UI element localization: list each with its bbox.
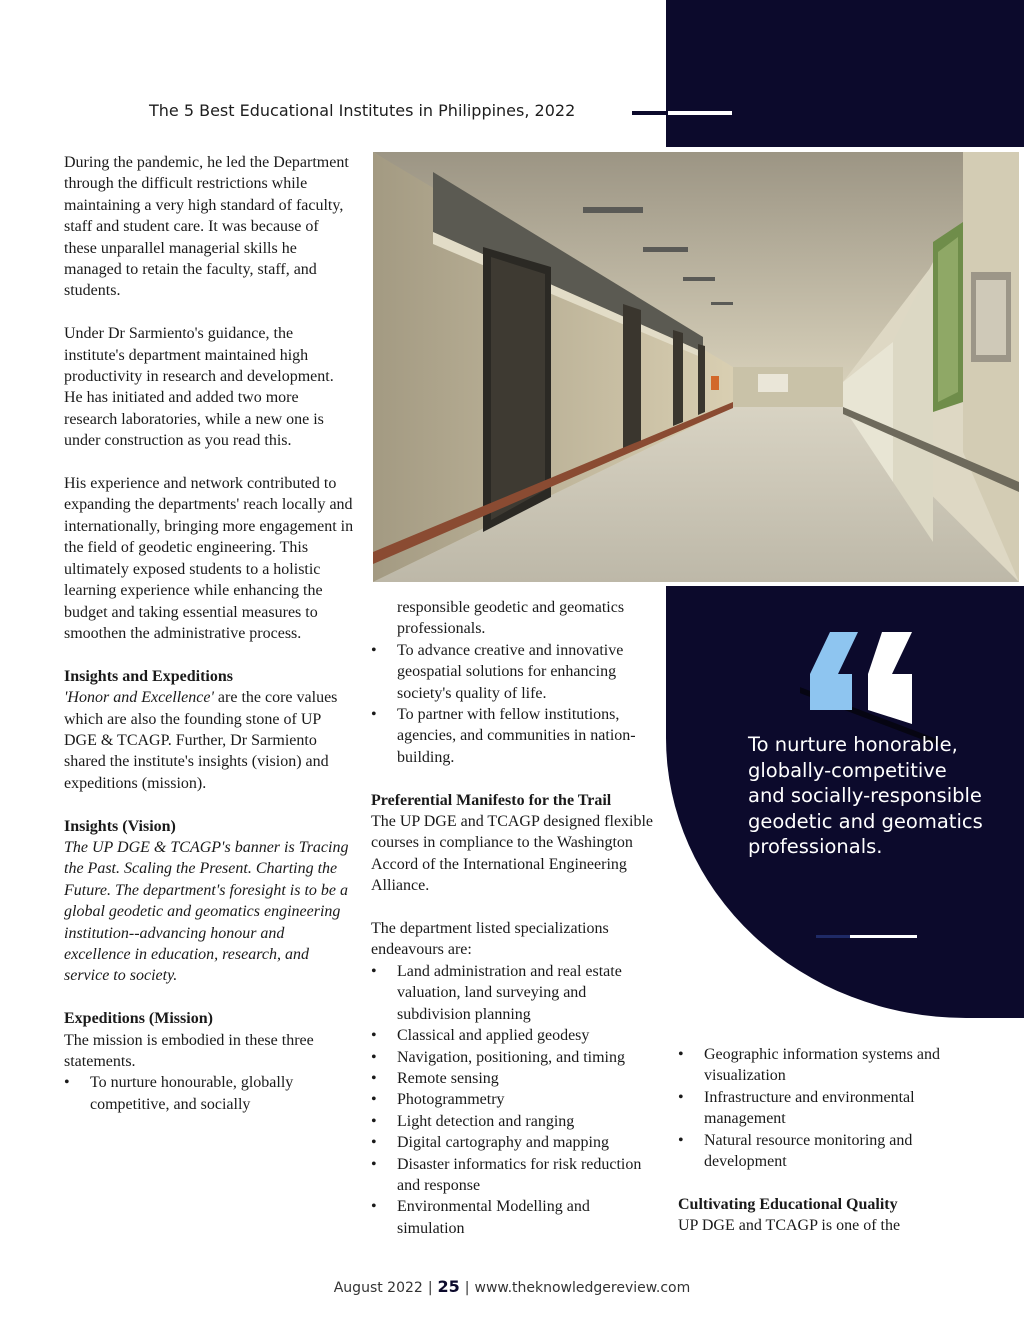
specialization-item: • Infrastructure and environmental management xyxy=(678,1087,968,1130)
pull-quote-text: To nurture honorable, globally-competitive and socially-responsible geodetic and geomatics professionals. xyxy=(748,733,983,858)
article-column-3 xyxy=(678,1044,968,1237)
paragraph-network: His experience and network contributed to expanding the departments' reach locally and internationally, bringing more engagement in the field of geodetic engineering. This ultimately exposed students to a holistic learning experience while enhancing the budget and taking essential measures to smoothen the administrative process. xyxy=(64,475,354,642)
specialization-item: • Digital cartography and mapping xyxy=(371,1132,661,1153)
article-column-1 xyxy=(64,152,354,1115)
paragraph-pandemic: During the pandemic, he led the Department through the difficult restrictions while maintaining a very high standard of faculty, staff and student care. It was because of these unparallel managerial skills he managed to retain the faculty, staff, and students. xyxy=(64,154,349,300)
specialization-item: • Geographic information systems and visualization xyxy=(678,1044,968,1087)
paragraph-core-values xyxy=(64,687,354,794)
mission-list xyxy=(64,1072,354,1115)
heading-vision: Insights (Vision) xyxy=(64,817,176,835)
header-rule-light xyxy=(668,111,732,115)
quote-rule-dark xyxy=(816,935,850,938)
heading-insights-expeditions: Insights and Expeditions xyxy=(64,667,233,685)
heading-manifesto: Preferential Manifesto for the Trail xyxy=(371,791,612,809)
core-values-italic: 'Honor and Excellence' xyxy=(64,689,214,707)
specialization-item: • Light detection and ranging xyxy=(371,1111,661,1132)
mission-bullet: • To nurture honourable, globally competitive, and socially xyxy=(64,1072,354,1115)
mission-bullet-continuation: responsible geodetic and geomatics professionals. xyxy=(397,599,625,638)
mission-bullet: • To partner with fellow institutions, agencies, and communities in nation-building. xyxy=(371,704,661,768)
specialization-item: • Land administration and real estate valuation, land surveying and subdivision planning xyxy=(371,961,661,1025)
corridor-photo xyxy=(373,152,1019,582)
paragraph-educational-quality: UP DGE and TCAGP is one of the xyxy=(678,1217,901,1235)
specializations-list xyxy=(371,961,661,1239)
header-rule-dark xyxy=(632,111,668,115)
specialization-item: • Classical and applied geodesy xyxy=(371,1025,661,1046)
quote-rule-light xyxy=(850,935,917,938)
paragraph-manifesto: The UP DGE and TCAGP designed flexible courses in compliance to the Washington Accord of the International Engineering Alliance. xyxy=(371,813,654,895)
paragraph-guidance: Under Dr Sarmiento's guidance, the institute's department maintained high productivity in research and development. He has initiated and added two more research laboratories, while a new one is under construction as you read this. xyxy=(64,325,334,450)
page-footer: August 2022 | 25 | www.theknowledgereview.com xyxy=(333,1277,691,1296)
footer-month: August 2022 xyxy=(333,1280,423,1296)
specializations-intro: The department listed specializations endeavours are: xyxy=(371,920,609,959)
article-column-2 xyxy=(371,597,661,1239)
quote-mark-icon xyxy=(800,612,940,752)
specialization-item: • Disaster informatics for risk reduction and response xyxy=(371,1154,661,1197)
specialization-item: • Photogrammetry xyxy=(371,1089,661,1110)
specialization-item: • Navigation, positioning, and timing xyxy=(371,1047,661,1068)
heading-mission: Expeditions (Mission) xyxy=(64,1010,213,1028)
mission-list-continued xyxy=(371,640,661,768)
specialization-item: • Natural resource monitoring and development xyxy=(678,1130,968,1173)
mission-intro: The mission is embodied in these three statements. xyxy=(64,1031,314,1070)
heading-educational-quality: Cultivating Educational Quality xyxy=(678,1195,898,1213)
header-color-block xyxy=(666,0,1024,147)
magazine-header-title: The 5 Best Educational Institutes in Philippines, 2022 xyxy=(149,101,576,120)
vision-statement: The UP DGE & TCAGP's banner is Tracing the Past. Scaling the Present. Charting the Future. The department's foresight is to be a global geodetic and geomatics engineering institution--advancing honour and excellence in education, research, and service to society. xyxy=(64,838,349,985)
page-number: 25 xyxy=(437,1277,460,1296)
specialization-item: • Remote sensing xyxy=(371,1068,661,1089)
footer-website: www.theknowledgereview.com xyxy=(474,1280,691,1296)
core-values-text: are the core values which are also the founding stone of UP DGE & TCAGP. Further, Dr Sarmiento shared the institute's insights (vision) and expeditions (mission). xyxy=(64,689,338,792)
specializations-list-continued xyxy=(678,1044,968,1172)
mission-bullet: • To advance creative and innovative geospatial solutions for enhancing society's quality of life. xyxy=(371,640,661,704)
specialization-item: • Environmental Modelling and simulation xyxy=(371,1196,661,1239)
